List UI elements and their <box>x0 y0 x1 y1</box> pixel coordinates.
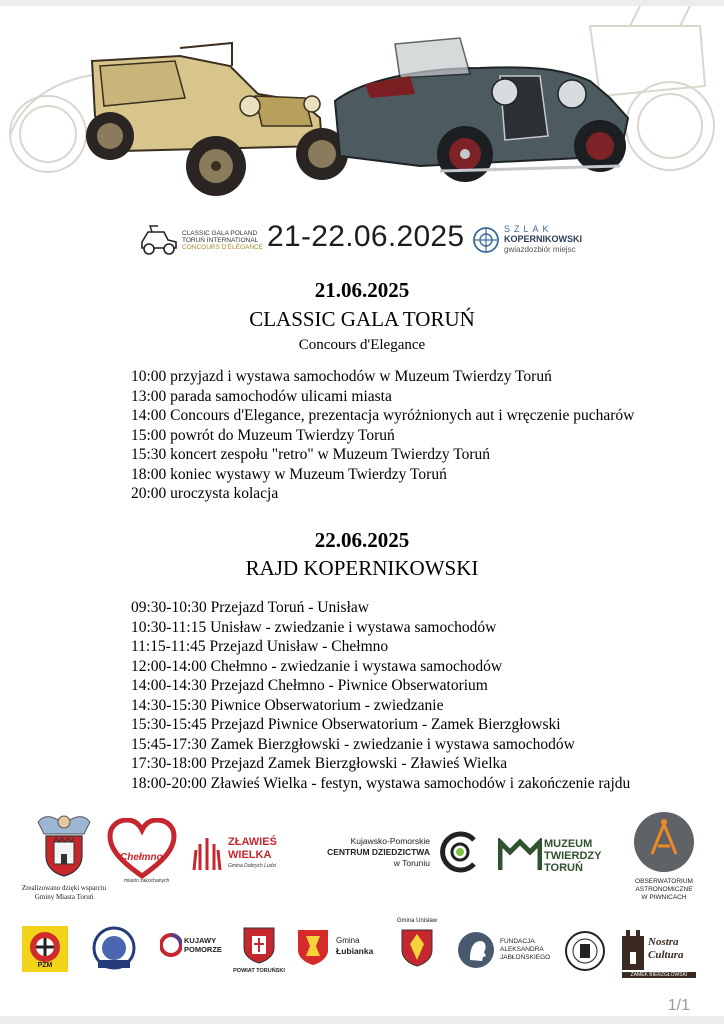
fundacja-line-3: JABŁOŃSKIEGO <box>500 954 551 961</box>
schedule-item: 11:15-11:45 Przejazd Unisław - Chełmno <box>131 638 389 655</box>
kujawy-pomorze-logo <box>160 928 230 968</box>
torun-caption-line-1: Zrealizowano dzięki wsparciu <box>21 884 107 892</box>
dziedzictwo-line-2: CENTRUM DZIEDZICTWA <box>327 847 430 857</box>
gmina-unislaw-logo <box>392 918 442 980</box>
brand-bar <box>0 218 724 264</box>
castle-tower-icon <box>620 926 646 970</box>
page-indicator: 1/1 <box>667 997 690 1014</box>
kujawy-line-2: POMORZE <box>184 945 222 954</box>
obserwatorium-logo <box>618 810 710 906</box>
automobile-club-badge-icon <box>92 926 136 970</box>
schedule-item: 13:00 parada samochodów ulicami miasta <box>131 387 392 405</box>
muzeum-line-3: TORUŃ <box>544 862 583 874</box>
zlawies-wielka-logo <box>190 832 290 878</box>
powiat-torunski-logo <box>232 926 286 980</box>
schedule-item: 14:00 Concours d'Elegance, prezentacja wyróżnionych aut i wręczenie pucharów <box>131 407 635 424</box>
telescope-icon <box>632 810 696 874</box>
day2-title: RAJD KOPERNIKOWSKI <box>245 556 479 580</box>
schedule-item: 10:00 przyjazd i wystawa samochodów w Muzeum Twierdzy Toruń <box>131 368 552 385</box>
powiat-shield-icon <box>242 926 276 964</box>
vintage-car-logo-icon <box>138 224 178 256</box>
muzeum-okregowe-seal-icon <box>564 930 606 972</box>
event-dates: 21-22.06.2025 <box>267 220 465 253</box>
centrum-dziedzictwa-logo <box>300 836 490 884</box>
zlawies-tagline: Gmina Dobrych Ludzi <box>228 863 277 869</box>
nostra-line-2: Cultura <box>648 949 684 961</box>
day1-date: 21.06.2025 <box>314 278 410 302</box>
kujawy-mark-icon <box>160 930 182 960</box>
day2-schedule <box>131 598 630 793</box>
szlak-line-3: gwiazdozbiór miejsc <box>504 245 576 254</box>
pzm-logo <box>22 926 68 972</box>
logo-line-2: TORUŃ INTERNATIONAL <box>182 237 259 244</box>
fundacja-jablonskiego-logo <box>456 930 566 970</box>
schedule-item: 15:30-15:45 Przejazd Piwnice Obserwatorium - Zamek Bierzgłowski <box>131 716 561 733</box>
chelmno-tagline: miasto zakochanych <box>124 878 170 884</box>
day2-date: 22.06.2025 <box>314 528 410 552</box>
zlawies-line-2: WIELKA <box>228 849 272 861</box>
schedule-item: 14:00-14:30 Przejazd Chełmno - Piwnice Obserwatorium <box>131 677 488 694</box>
day1-subtitle: Concours d'Elegance <box>298 337 426 353</box>
obserwatorium-line-1: OBSERWATORIUM <box>635 878 693 885</box>
lubianka-line-2: Łubianka <box>336 946 374 956</box>
logo-line-1: CLASSIC GALA POLAND <box>182 230 258 237</box>
torun-coat-of-arms-icon <box>34 812 94 878</box>
powiat-label: POWIAT TORUŃSKI <box>233 968 285 974</box>
logo-line-3: CONCOURS D'ÉLÉGANCE <box>182 244 264 251</box>
dziedzictwo-line-3: w Toruniu <box>393 858 430 868</box>
chelmno-logo <box>106 818 178 888</box>
obserwatorium-line-3: W PIWNICACH <box>641 894 687 901</box>
dziedzictwo-mark-icon <box>438 830 482 874</box>
fundacja-line-1: FUNDACJA <box>500 938 535 945</box>
muzeum-line-1: MUZEUM <box>544 838 593 850</box>
nostra-cultura-logo <box>620 920 696 980</box>
kujawy-line-1: KUJAWY <box>184 936 217 945</box>
nostra-line-3: ZAMEK BIERZGŁOWSKI <box>622 972 696 978</box>
zlawies-line-1: ZŁAWIEŚ <box>228 836 277 848</box>
chelmno-name: Chełmno <box>120 852 163 863</box>
lubianka-shield-icon <box>296 928 330 966</box>
szlak-line-2: KOPERNIKOWSKI <box>504 234 583 244</box>
schedule-item: 15:30 koncert zespołu "retro" w Muzeum Twierdzy Toruń <box>131 446 491 463</box>
pzm-label: PZM <box>37 962 53 969</box>
day1-title: CLASSIC GALA TORUŃ <box>249 307 475 331</box>
schedule-item: 15:45-17:30 Zamek Bierzgłowski - zwiedzanie i wystawa samochodów <box>131 735 575 753</box>
unislaw-shield-icon <box>400 928 434 968</box>
szlak-kopernikowski-logo <box>472 224 602 258</box>
schedule-item: 18:00-20:00 Zławieś Wielka - festyn, wystawa samochodów i zakończenie rajdu <box>131 774 631 792</box>
schedule-item: 10:30-11:15 Unisław - zwiedzanie i wystawa samochodów <box>131 618 497 636</box>
globe-icon <box>472 226 500 254</box>
sponsor-logos <box>0 806 724 1006</box>
torun-caption-line-2: Gminy Miasta Toruń <box>34 893 94 901</box>
vintage-cars-illustration <box>0 6 724 216</box>
unislaw-label: Gmina Unisław <box>396 918 438 924</box>
schedule-item: 18:00 koniec wystawy w Muzeum Twierdzy Toruń <box>131 465 447 483</box>
lubianka-line-1: Gmina <box>336 936 360 945</box>
dziedzictwo-line-1: Kujawsko-Pomorskie <box>350 836 430 846</box>
fortress-icon <box>498 838 542 872</box>
poster-page <box>0 6 724 1016</box>
heart-icon <box>106 818 178 880</box>
classic-gala-logo <box>138 222 268 258</box>
day1-schedule <box>131 367 634 504</box>
profile-head-icon <box>456 930 496 970</box>
schedule-item: 15:00 powrót do Muzeum Twierdzy Toruń <box>131 426 395 444</box>
schedule-item: 09:30-10:30 Przejazd Toruń - Unisław <box>131 599 369 616</box>
obserwatorium-line-2: ASTRONOMICZNE <box>635 886 693 893</box>
fundacja-line-2: ALEKSANDRA <box>500 946 544 953</box>
schedule-item: 14:30-15:30 Piwnice Obserwatorium - zwiedzanie <box>131 696 444 714</box>
szlak-line-1: SZLAK <box>504 224 553 234</box>
torun-sponsor <box>14 812 114 906</box>
nostra-line-1: Nostra <box>648 936 679 948</box>
muzeum-line-2: TWIERDZY <box>544 850 602 862</box>
schedule-item: 17:30-18:00 Przejazd Zamek Bierzgłowski - Zławieś Wielka <box>131 755 508 772</box>
gmina-lubianka-logo <box>296 928 386 968</box>
wheat-icon <box>190 832 224 872</box>
schedule-item: 12:00-14:00 Chełmno - zwiedzanie i wystawa samochodów <box>131 657 503 675</box>
schedule-item: 20:00 uroczysta kolacja <box>131 485 279 502</box>
muzeum-twierdzy-torun-logo <box>498 832 610 878</box>
